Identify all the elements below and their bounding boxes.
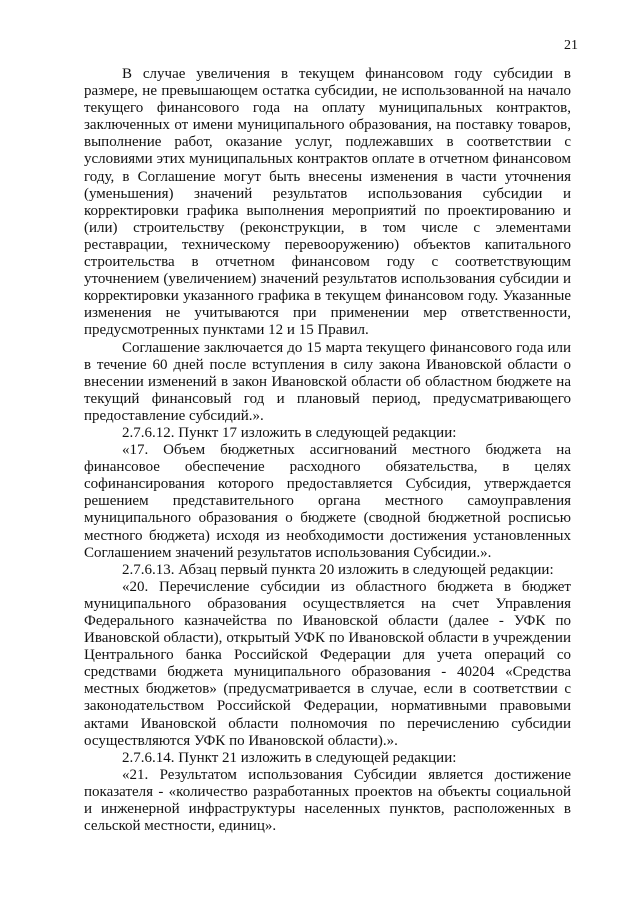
document-body (84, 66, 571, 835)
page-number: 21 (564, 38, 578, 53)
paragraph-amendment-2-7-6-14: 2.7.6.14. Пункт 21 изложить в следующей редакции: (122, 749, 457, 766)
paragraph-agreement-deadline: Соглашение заключается до 15 марта текущего финансового года или в течение 60 дней после вступления в силу закона Ивановской области о внесении изменений в закон Ивановской области об областном бюджете на текущий финансовый год и плановый период, предусматривающего предоставление субсидий.». (84, 339, 571, 424)
paragraph-clause-21: «21. Результатом использования Субсидии является достижение показателя - «количество разработанных проектов на объекты социальной и инженерной инфраструктуры населенных пунктов, расположенных в сельской местности, единиц». (84, 766, 571, 835)
paragraph-clause-17: «17. Объем бюджетных ассигнований местного бюджета на финансовое обеспечение расходного обязательства, в целях софинансирования которого предоставляется Субсидия, утверждается решением представительного органа местного самоуправления муниципального образования о бюджете (сводной бюджетной росписью местного бюджета) исходя из необходимости достижения установленных Соглашением значений результатов использования Субсидии.». (84, 442, 571, 561)
paragraph-subsidy-increase: В случае увеличения в текущем финансовом году субсидии в размере, не превышающем остатка субсидии, не использованной на начало текущего финансового года на оплату муниципальных контрактов, заключенных от имени муниципального образования, на поставку товаров, выполнение работ, оказание услуг, подлежавших в соответствии с условиями этих муниципальных контрактов оплате в отчетном финансовом году, в Соглашение могут быть внесены изменения в части уточнения (уменьшения) значений результатов использования субсидии и корректировки графика выполнения мероприятий по проектированию и (или) строительству (реконструкции, в том числе с элементами реставрации, техническому перевооружению) объектов капитального строительства в отчетном финансовом году с соответствующим уточнением (увеличением) значений результатов использования субсидии и корректировки указанного графика в текущем финансовом году. Указанные изменения не учитываются при применении мер ответственности, предусмотренных пунктами 12 и 15 Правил. (84, 66, 571, 339)
paragraph-clause-20: «20. Перечисление субсидии из областного бюджета в бюджет муниципального образования осуществляется на счет Управления Федерального казначейства по Ивановской области (далее - УФК по Ивановской области), открытый УФК по Ивановской области в учреждении Центрального банка Российской Федерации для учета операций со средствами бюджета муниципального образования - 40204 «Средства местных бюджетов» (предусматривается в случае, если в соответствии с законодательством Российской Федерации, нормативными правовыми актами Ивановской области полномочия по перечислению субсидии осуществляются УФК по Ивановской области).». (84, 578, 571, 749)
paragraph-amendment-2-7-6-13: 2.7.6.13. Абзац первый пункта 20 изложить в следующей редакции: (122, 561, 554, 578)
paragraph-amendment-2-7-6-12: 2.7.6.12. Пункт 17 изложить в следующей редакции: (122, 424, 457, 441)
